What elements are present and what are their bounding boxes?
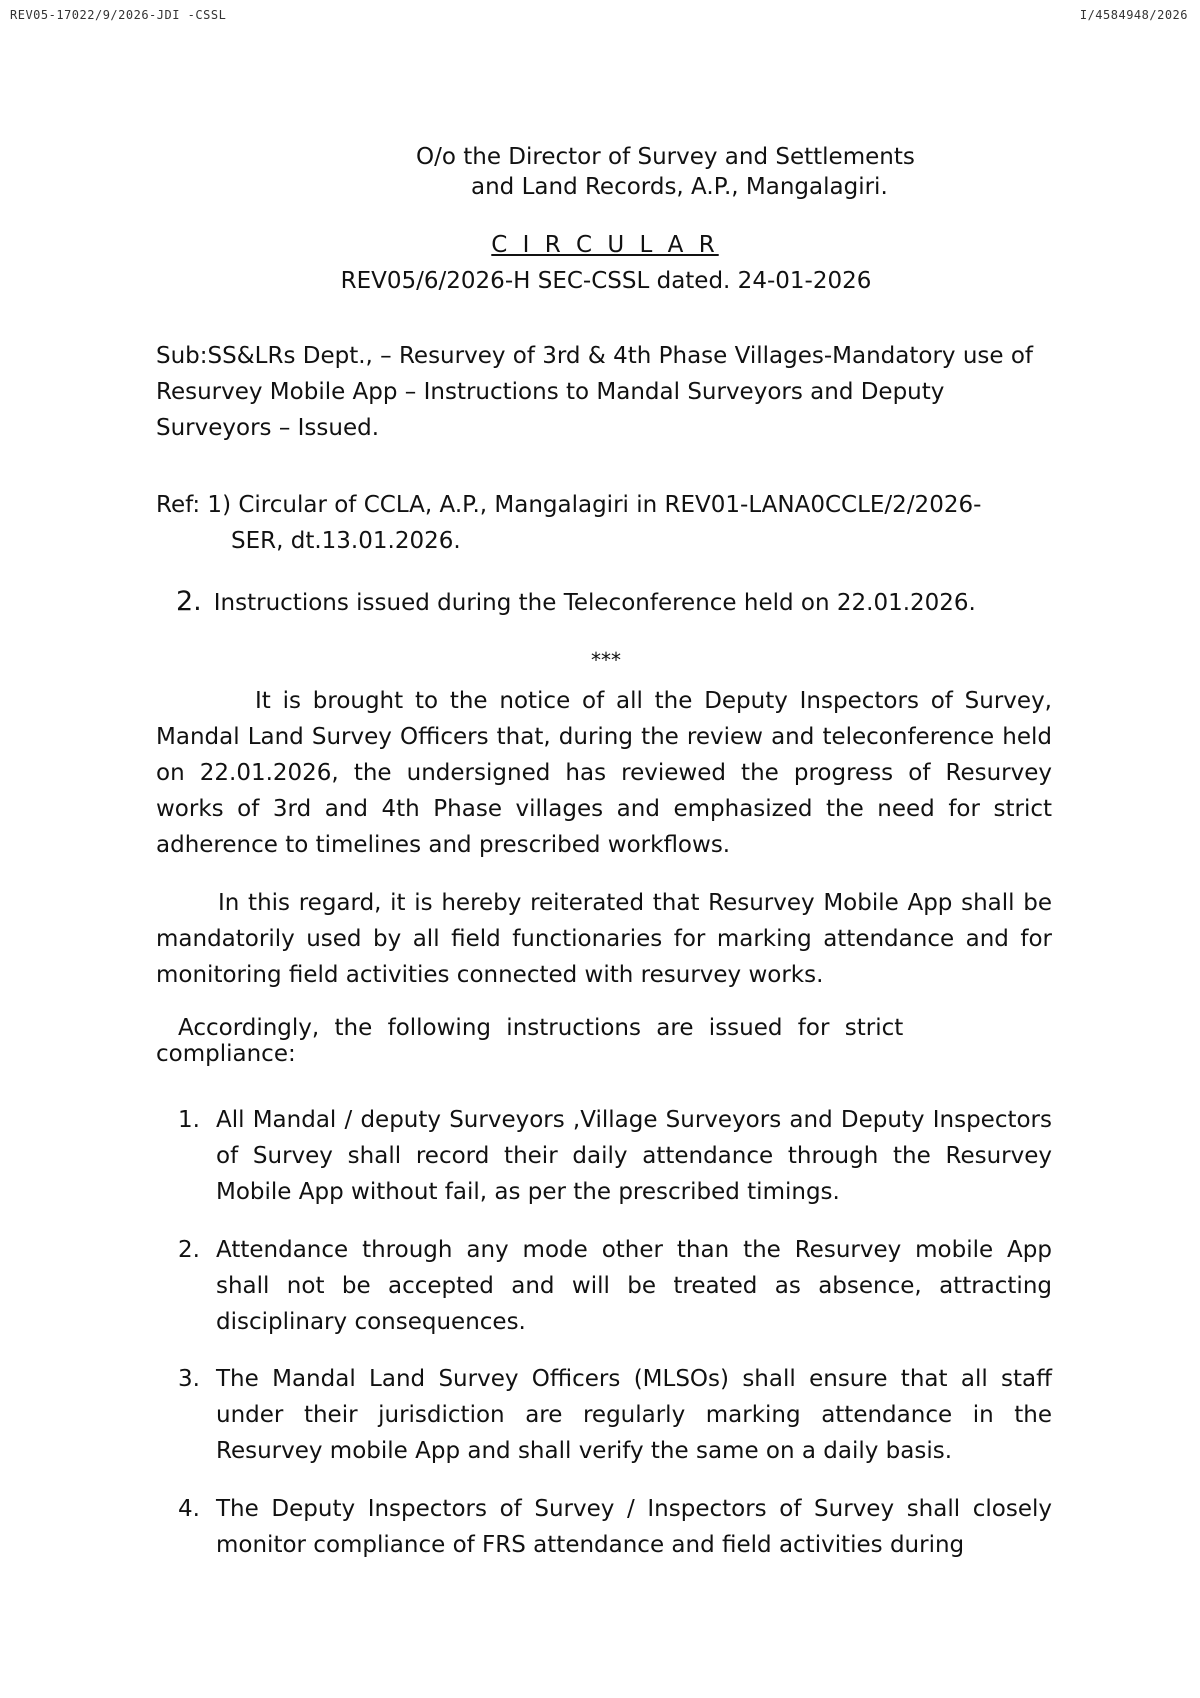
paragraph-notice: It is brought to the notice of all the Deputy Inspectors of Survey, Mandal Land Survey Officers that, during the review and teleconference held on 22.01.2026, the undersigned has reviewed the progress of Resurvey works of 3rd and 4th Phase villages and emphasized the need for strict adherence to timelines and prescribed workflows. [156,688,1052,858]
paragraph-reiteration: In this regard, it is hereby reiterated that Resurvey Mobile App shall be mandatorily used by all field functionaries for marking attendance and for monitoring field activities connected with resurvey works. [156,890,1052,988]
paragraph-accordingly [156,1015,1052,1067]
office-name-line2: and Land Records, A.P., Mangalagiri. [471,174,888,200]
instruction-list-item-4 [156,1491,1052,1563]
list-item-text: The Deputy Inspectors of Survey / Inspectors of Survey shall closely monitor compliance of FRS attendance and field activities during [216,1496,1052,1558]
instruction-list-item-2 [156,1232,1052,1340]
circular-title: C I R C U L A R [491,232,719,258]
reference-1 [156,487,1052,559]
list-item [156,1491,1052,1563]
reference-1-lead: Ref: 1) Circular of CCLA, A.P., Mangalagiri in REV01-LANA0CCLE/2/2026- [156,492,982,518]
list-item-text: Attendance through any mode other than the Resurvey mobile App shall not be accepted and will be treated as absence, attracting disciplinary consequences. [216,1237,1052,1335]
circular-number: REV05/6/2026-H SEC-CSSL dated. 24-01-2026 [340,268,872,294]
list-item-number: 1. [178,1107,200,1133]
instruction-list-item-3 [156,1361,1052,1469]
list-item [156,1102,1052,1210]
document-reference-header: REV05-17022/9/2026-JDI -CSSL [10,8,227,22]
list-item [156,1232,1052,1340]
reference-2-number: 2. [176,586,202,617]
instruction-list-item-1 [156,1102,1052,1210]
list-item-text: All Mandal / deputy Surveyors ,Village Surveyors and Deputy Inspectors of Survey shall record their daily attendance through the Resurvey Mobile App without fail, as per the prescribed timings. [216,1107,1052,1205]
list-item-number: 4. [178,1496,200,1522]
office-name-line1: O/o the Director of Survey and Settlements [416,144,915,170]
reference-2-text: Instructions issued during the Teleconference held on 22.01.2026. [213,590,976,616]
list-item-number: 3. [178,1366,200,1392]
document-id-header: I/4584948/2026 [1079,8,1188,22]
section-separator: *** [591,648,621,672]
list-item [156,1361,1052,1469]
paragraph-accordingly-lead: Accordingly, the following instructions are issued for strict [178,1015,904,1041]
list-item-text: The Mandal Land Survey Officers (MLSOs) shall ensure that all staff under their jurisdiction are regularly marking attendance in the Resurvey mobile App and shall verify the same on a daily basis. [216,1366,1052,1464]
paragraph-accordingly-continuation: compliance: [156,1041,296,1067]
list-item-number: 2. [178,1237,200,1263]
reference-1-continuation: SER, dt.13.01.2026. [231,528,461,554]
reference-2 [176,584,1072,621]
subject: Sub:SS&LRs Dept., – Resurvey of 3rd & 4th Phase Villages-Mandatory use of Resurvey Mobile App – Instructions to Mandal Surveyors and Deputy Surveyors – Issued. [156,343,1034,441]
